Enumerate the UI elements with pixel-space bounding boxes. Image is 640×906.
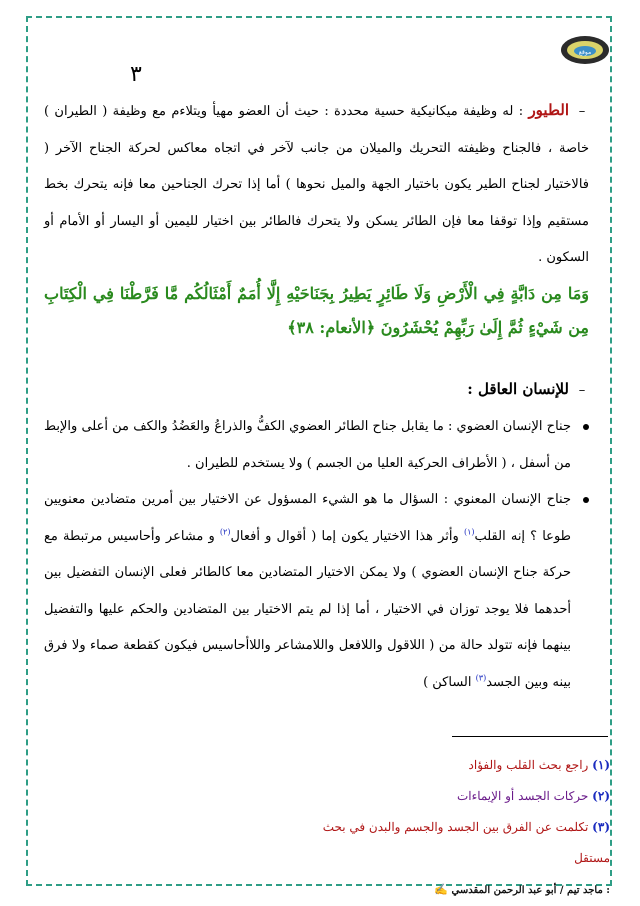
moral-wing-text-3: و مشاعر وأحاسيس مرتبطة مع حركة جناح الإنسان العضوي ) ولا يمكن الاختيار المتضادين معا كالطائر فعلى الإنسان التفضيل بين أحدهما فلا يوجد توزان في الاختيار ، أما إذا لم يتم الاختيار بين المتضادين والحكم عليها والتفضيل بينهما فإنه تتولد حالة من ( اللاقول واللافعل واللامشاعر واللاأحاسيس فيكون كقطعة صماء ولا فرق بينه وبين الجسد [44, 528, 571, 690]
footnote-ref-1[interactable]: (١) [463, 527, 475, 537]
document-body [44, 92, 589, 701]
organic-wing-text: جناح الإنسان العضوي : ما يقابل جناح الطائر العضوي الكفُّ والذراعُ والعَضُدُ والكف من أعلى والإبط من أسفل ، ( الأطراف الحركية العليا من الجسم ) ولا يستخدم للطيران . [44, 419, 571, 471]
page-number: ٣ [130, 62, 142, 87]
dash-marker: – [578, 104, 586, 119]
footnote-number: (٣) [592, 820, 610, 834]
human-heading: للإنسان العاقل : [467, 379, 569, 398]
moral-wing-text-1: جناح الإنسان المعنوي : السؤال ما هو الشيء المسؤول عن الاختيار بين أمرين متضادين معنويين طوعا ؟ إنه القلب [44, 492, 572, 544]
footnote-item [300, 781, 610, 812]
pen-icon: ✍ [433, 883, 448, 896]
quran-verse: وَمَا مِن دَابَّةٍ فِي الْأَرْضِ وَلَا طَائِرٍ يَطِيرُ بِجَنَاحَيْهِ إِلَّا أُمَمٌ أَمْثَالُكُم مَّا فَرَّطْنَا فِي الْكِتَابِ مِن شَيْءٍ ثُمَّ إِلَىٰ رَبِّهِمْ يُحْشَرُونَ ﴿الأنعام: ٣٨﴾ [44, 283, 589, 337]
footnote-divider [452, 736, 608, 737]
footnote-text: تكلمت عن الفرق بين الجسد والجسم والبدن في بحث مستقل [322, 820, 610, 865]
footnote-number: (٢) [592, 789, 610, 803]
footnote-item [300, 750, 610, 781]
dash-marker: – [578, 382, 586, 398]
human-heading-row [44, 371, 589, 410]
footnote-ref-2[interactable]: (٢) [219, 527, 231, 537]
moral-wing-paragraph [44, 482, 589, 701]
birds-term: الطيور [528, 101, 569, 119]
logo-text: موقع [578, 49, 592, 56]
author-name: : ماجد تيم / أبو عبد الرحمن المقدسي [451, 885, 610, 896]
birds-paragraph [44, 92, 589, 277]
author-line [300, 874, 610, 906]
site-logo [558, 30, 612, 70]
footnote-ref-3[interactable]: (٣) [475, 673, 487, 683]
footnote-text: حركات الجسد أو الإيماءات [456, 789, 589, 803]
footnotes [300, 750, 610, 906]
footnote-item [300, 812, 610, 874]
bullet-icon [583, 497, 589, 503]
moral-wing-text-4: الساكن ) [423, 674, 472, 690]
birds-text: : له وظيفة ميكانيكية حسية محددة : حيث أن العضو مهيأ ويتلاءم مع وظيفة ( الطيران ) خاصة ، فالجناح وظيفته التحريك والميلان من جانب لآخر في اتجاه معاكس لحركة الجناح الآخر ( فالاختيار لجناح الطير يكون باختيار الجهة والميل نحوها ) أما إذا تحرك الجناحين معا فإنه يتحرك بخط مستقيم وإذا توقفا معا فإن الطائر يسكن ولا يتحرك فالطائر بين اختيار لليمين أو اليسار أو الأمام أو السكون . [44, 104, 589, 265]
organic-wing-paragraph [44, 409, 589, 482]
bullet-icon [583, 424, 589, 430]
moral-wing-text-2: وأثر هذا الاختيار يكون إما ( أقوال و أفعال [230, 528, 459, 544]
section-spacer [44, 345, 589, 371]
footnote-number: (١) [592, 758, 610, 772]
footnote-text: راجع بحث القلب والفؤاد [468, 758, 589, 772]
